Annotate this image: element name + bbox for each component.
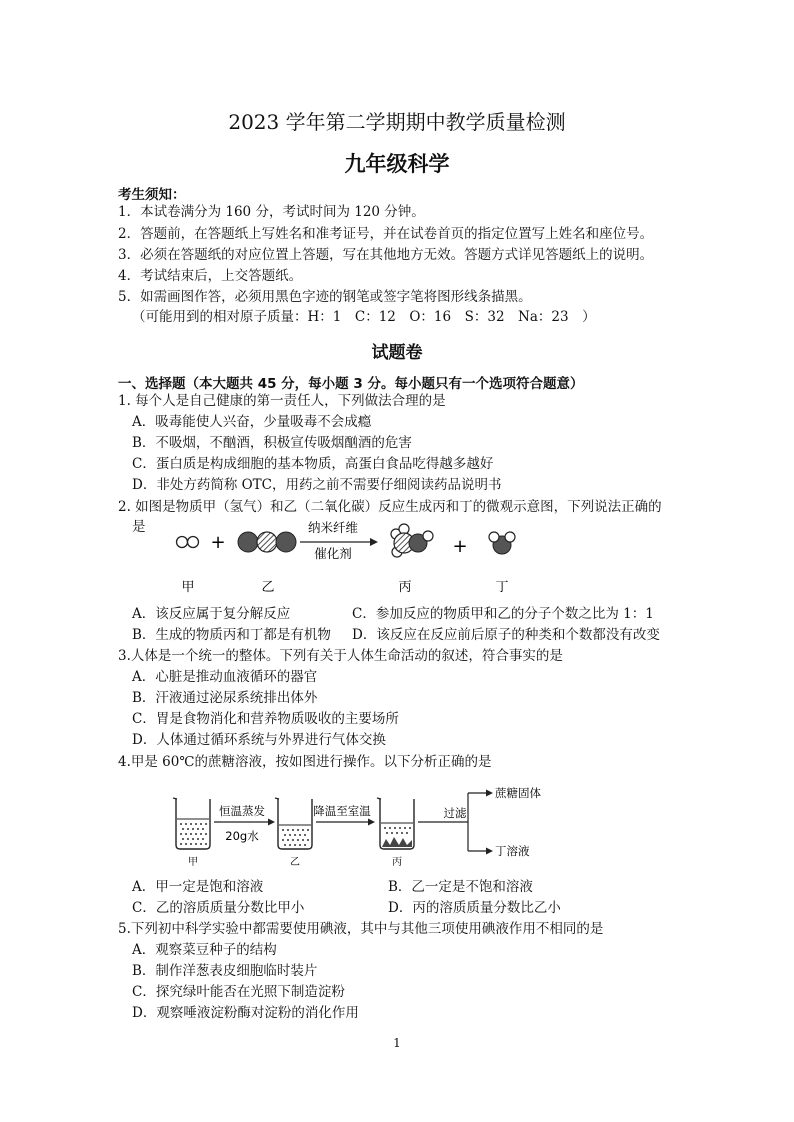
atomic-mass-note: （可能用到的相对原子质量：H：1 C：12 O：16 S：32 Na：23 ） — [132, 309, 596, 325]
arrow-icon — [368, 819, 375, 826]
label-ding: 丁 — [495, 580, 509, 595]
step1-label: 恒温蒸发 — [219, 804, 265, 818]
molecule-co2-icon — [238, 532, 296, 552]
beaker-icon — [275, 798, 312, 849]
q2-option-c: C．参加反应的物质甲和乙的分子个数之比为 1：1 — [352, 606, 654, 622]
step3-label: 过滤 — [443, 806, 467, 820]
beaker-label-yi: 乙 — [290, 857, 300, 868]
label-bing: 丙 — [398, 580, 412, 595]
notice-heading: 考生须知： — [118, 187, 186, 203]
step2-label: 降温至室温 — [313, 804, 371, 818]
notice-item: 3．必须在答题纸的对应位置上答题，写在其他地方无效。答题方式详见答题纸上的说明。 — [118, 247, 654, 263]
arrow-icon — [370, 538, 378, 546]
step1-sublabel: 20g水 — [225, 829, 259, 843]
q3-option-d: D．人体通过循环系统与外界进行气体交换 — [132, 732, 386, 748]
q3-option-b: B．汗液通过泌尿系统排出体外 — [132, 690, 318, 706]
plus-sign: + — [452, 536, 468, 557]
q3-option-c: C．胃是食物消化和营养物质吸收的主要场所 — [132, 711, 399, 727]
exam-subject: 九年级科学 — [344, 152, 450, 176]
q1-option-c: C．蛋白质是构成细胞的基本物质，高蛋白食品吃得越多越好 — [132, 456, 494, 472]
q4-stem: 4.甲是 60℃的蔗糖溶液，按如图进行操作。以下分析正确的是 — [118, 754, 492, 770]
q2-option-a: A．该反应属于复分解反应 — [132, 606, 291, 622]
q4-option-b: B．乙一定是不饱和溶液 — [388, 879, 533, 895]
q5-option-a: A．观察菜豆种子的结构 — [132, 942, 277, 958]
reaction-diagram — [160, 518, 540, 598]
q3-option-a: A．心脏是推动血液循环的器官 — [132, 669, 318, 685]
output-solid-label: 蔗糖固体 — [495, 786, 541, 800]
q5-option-c: C．探究绿叶能否在光照下制造淀粉 — [132, 984, 345, 1000]
q4-option-d: D．丙的溶质质量分数比乙小 — [388, 900, 561, 916]
arrow-icon — [486, 790, 493, 797]
arrow-icon — [268, 819, 275, 826]
q1-stem: 1. 每个人是自己健康的第一责任人，下列做法合理的是 — [118, 393, 446, 409]
arrow-label-bottom: 催化剂 — [314, 546, 352, 561]
q5-stem: 5.下列初中科学实验中都需要使用碘液，其中与其他三项使用碘液作用不相同的是 — [118, 921, 604, 937]
crystal-sediment-icon — [382, 837, 412, 847]
notice-item: 2．答题前，在答题纸上写姓名和准考证号，并在试卷首页的指定位置写上姓名和座位号。 — [118, 226, 654, 242]
q4-option-a: A．甲一定是饱和溶液 — [132, 879, 264, 895]
molecule-water-icon — [489, 532, 515, 554]
output-solution-label: 丁溶液 — [495, 844, 530, 858]
arrow-label-top: 纳米纤维 — [307, 520, 359, 535]
q1-option-d: D．非处方药简称 OTC，用药之前不需要仔细阅读药品说明书 — [132, 477, 502, 493]
beaker-label-bing: 丙 — [392, 857, 402, 868]
notice-item: 5．如需画图作答，必须用黑色字迹的钢笔或签字笔将图形线条描黑。 — [118, 289, 532, 305]
label-jia: 甲 — [181, 580, 195, 595]
q5-option-d: D．观察唾液淀粉酶对淀粉的消化作用 — [132, 1005, 359, 1021]
page-number: 1 — [393, 1036, 401, 1050]
exam-title: 2023 学年第二学期期中教学质量检测 — [228, 110, 566, 134]
q2-stem-cont: 是 — [132, 519, 146, 535]
q1-option-b: B．不吸烟，不酗酒，积极宣传吸烟酗酒的危害 — [132, 435, 412, 451]
q2-option-d: D．该反应在反应前后原子的种类和个数都没有改变 — [352, 627, 660, 643]
crystallization-diagram — [168, 785, 541, 870]
q2-option-b: B．生成的物质丙和丁都是有机物 — [132, 627, 331, 643]
molecule-methanol-icon — [391, 524, 433, 557]
arrow-icon — [486, 848, 493, 855]
q4-option-c: C．乙的溶质质量分数比甲小 — [132, 900, 305, 916]
section-title: 试题卷 — [371, 343, 423, 363]
q1-option-a: A．吸毒能使人兴奋，少量吸毒不会成瘾 — [132, 414, 372, 430]
beaker-icon — [377, 798, 414, 849]
plus-sign: + — [210, 532, 226, 553]
notice-item: 4．考试结束后，上交答题纸。 — [118, 268, 303, 284]
q5-option-b: B．制作洋葱表皮细胞临时装片 — [132, 963, 318, 979]
q2-stem: 2. 如图是物质甲（氢气）和乙（二氧化碳）反应生成丙和丁的微观示意图，下列说法正确的 — [118, 499, 662, 515]
label-yi: 乙 — [261, 580, 275, 595]
molecule-hydrogen-icon — [177, 537, 199, 548]
notice-item: 1．本试卷满分为 160 分，考试时间为 120 分钟。 — [118, 204, 425, 220]
part-heading: 一、选择题（本大题共 45 分，每小题 3 分。每小题只有一个选项符合题意） — [118, 376, 584, 392]
beaker-label-jia: 甲 — [188, 857, 198, 868]
beaker-icon — [173, 798, 210, 849]
q3-stem: 3.人体是一个统一的整体。下列有关于人体生命活动的叙述，符合事实的是 — [118, 648, 563, 664]
